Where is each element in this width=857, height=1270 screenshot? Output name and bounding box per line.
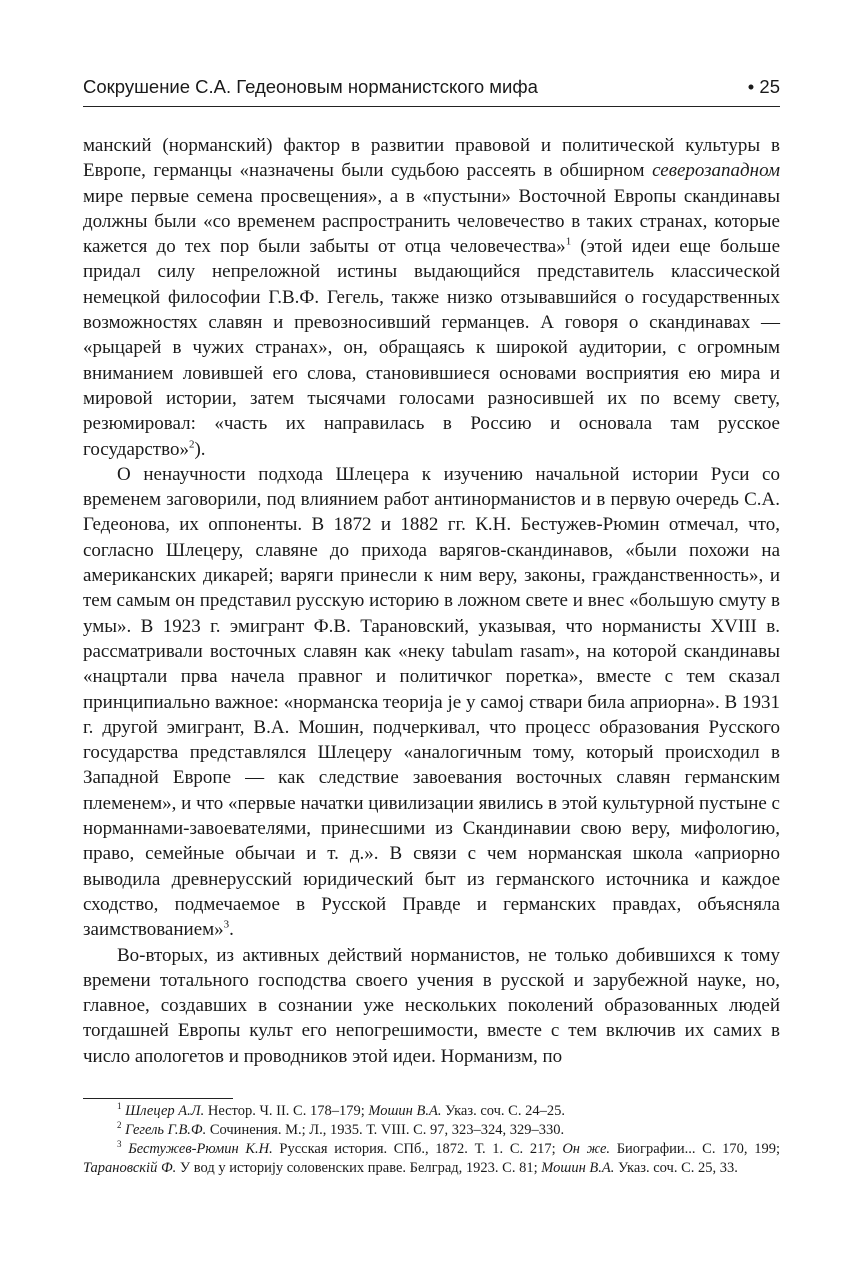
header-rule: [83, 106, 780, 107]
page-number: • 25: [747, 76, 780, 97]
paragraph-1: манский (норманский) фактор в развитии правовой и политической культуры в Европе, германцы «назначены были судьбою рассеять в обширном северозападном мире первые семена просвещения», а в «пустыни» Восточной Европы скандинавы должны были «со временем распространить человечество в таких странах, которые кажется до тех пор были забыты от отца человечества»$^1$ (этой идеи еще больше придал силу непреложной истины выдающийся представитель классической немецкой философии Г.В.Ф. Гегель, также низко отзывавшийся о государственных возможностях славян и превозносивший германцев. А говоря о скандинавах — «рыцарей в чужих странах», он, обращаясь к широкой аудитории, с огромным вниманием ловившей его слова, становившиеся основами восприятия ею мира и мировой истории, затем тысячами голосами разносившей их по всему свету, резюмировал: «часть их направилась в Россию и основала там русское государство»$^2$).: [83, 135, 780, 460]
footnote-ref-2[interactable]: 2: [188, 438, 195, 451]
footnote-2: $^2$ Гегель Г.В.Ф. Сочинения. М.; Л., 1935. Т. VIII. С. 97, 323–324, 329–330.: [117, 1120, 565, 1138]
footnote-1: $^1$ Шлецер А.Л. Нестор. Ч. II. С. 178–179; Мошин В.А. Указ. соч. С. 24–25.: [117, 1101, 565, 1119]
paragraph-3: Во-вторых, из активных действий норманистов, не только добившихся к тому времени тотального господства своего учения в русской и зарубежной науке, но, главное, создавших в сознании уже нескольких поколений образованных людей тогдашней Европы культ его непогрешимости, вместе с тем включив их самих в число апологетов и проводников этой идеи. Норманизм, по: [83, 944, 780, 1067]
running-title: Сокрушение С.А. Гедеоновым норманистского мифа: [83, 76, 538, 97]
footnote-ref-3[interactable]: 3: [223, 918, 230, 931]
emphasis: северозападном: [652, 160, 780, 182]
paragraph-2: О ненаучности подхода Шлецера к изучению начальной истории Руси со временем заговорили, под влиянием работ антинорманистов и в первую очередь С.А. Гедеонова, их оппоненты. В 1872 и 1882 гг. К.Н. Бестужев-Рюмин отмечал, что, согласно Шлецеру, славяне до прихода варягов-скандинавов, «были похожи на американских дикарей; варяги принесли к ним веру, законы, гражданственность», и тем самым он представил русскую историю в ложном свете и внес «большую смуту в умы». В 1923 г. эмигрант Ф.В. Тарановский, указывая, что норманисты XVIII в. рассматривали восточных славян как «неку tabulam rasam», на которой скандинавы «нацртали прва начела правног и политичког поретка», вместе с тем сказал принципиально важное: «норманска теорија је у самој ствари била априорна». В 1931 г. другой эмигрант, В.А. Мошин, подчеркивал, что процесс образования Русского государства представлялся Шлецеру «аналогичным тому, который происходил в Западной Европе — как следствие завоевания восточных славян германским племенем», и что «первые начатки цивилизации явились в этой культурной пустыне с норманнами-завоевателями, принесшими из Скандинавии свою веру, мифологию, право, семейные обычаи и т. д.». В связи с чем норманская школа «априорно выводила древнерусский юридический быт из германского источника и каждое сходство, подмечаемое в Русской Правде и германских правдах, объясняла заимствованием»$^3$.: [83, 463, 780, 941]
footnotes: [83, 1102, 780, 1178]
footnote-rule: [83, 1098, 233, 1099]
running-header: [83, 74, 780, 106]
body-text: [83, 133, 780, 1069]
footnote-ref-1[interactable]: 1: [565, 235, 572, 248]
footnote-3: $^3$ Бестужев-Рюмин К.Н. Русская история. СПб., 1872. Т. 1. С. 217; Он же. Биографии... С. 170, 199; Тарановскiй Ф. У вод у историју соловенских праве. Белград, 1923. С. 81; Мошин В.А. Указ. соч. С. 25, 33.: [83, 1139, 780, 1176]
